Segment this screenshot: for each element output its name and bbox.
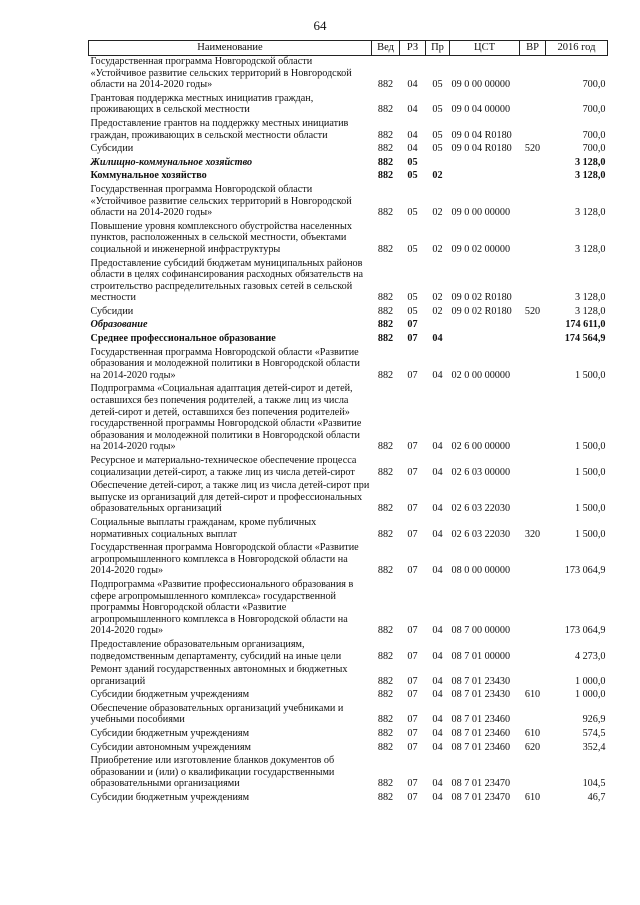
table-row [89,517,608,542]
cell-vr: 610 [524,728,541,740]
cell-ved: 882 [377,156,394,168]
cell-amount: 574,5 [582,728,606,740]
budget-table [88,40,608,806]
cell-ved: 882 [377,79,394,91]
cell-pr [426,319,450,333]
cell-rz: 07 [407,650,418,662]
table-row [89,755,608,792]
cell-rz: 07 [407,333,418,345]
table-header-row [89,41,608,56]
cell-cst: 02 6 03 00000 [451,466,511,478]
table-row [89,157,608,171]
cell-cst [450,319,520,333]
table-row [89,347,608,384]
table-row [89,689,608,703]
table-row [89,703,608,728]
cell-rz: 05 [407,170,418,182]
cell-vr [520,639,546,664]
cell-cst: 08 7 01 23430 [451,689,511,701]
cell-pr: 04 [432,625,443,637]
cell-ved: 882 [377,689,394,701]
cell-amount: 3 128,0 [574,207,606,219]
cell-pr: 05 [432,79,443,91]
cell-rz: 07 [407,441,418,453]
cell-cst: 09 0 00 00000 [451,79,511,91]
cell-vr [520,184,546,221]
table-row [89,143,608,157]
cell-rz: 05 [407,207,418,219]
cell-name: Обеспечение детей-сирот, а также лиц из числа детей-сирот при выпуске из организаций для детей-сирот и профессиональных образовательных организаций [90,480,370,515]
cell-vr [520,480,546,517]
cell-amount: 3 128,0 [574,156,606,168]
cell-ved: 882 [377,778,394,790]
cell-vr: 520 [524,143,541,155]
cell-name: Обеспечение образовательных организаций учебниками и учебными пособиями [90,702,344,726]
cell-ved: 882 [377,503,394,515]
cell-name: Субсидии [90,305,134,317]
cell-amount: 700,0 [582,129,606,141]
cell-vr [520,579,546,639]
cell-vr [520,703,546,728]
table-row [89,319,608,333]
cell-cst: 08 7 01 23470 [451,792,511,804]
cell-cst: 02 6 03 22030 [451,528,511,540]
header-pr: Пр [426,41,450,56]
cell-cst: 08 7 01 23460 [451,714,511,726]
table-row [89,639,608,664]
header-vr: ВР [520,41,546,56]
cell-name: Коммунальное хозяйство [90,170,207,182]
cell-amount: 3 128,0 [574,305,606,317]
table-row [89,56,608,93]
cell-vr [520,755,546,792]
cell-pr: 04 [432,689,443,701]
cell-name: Предоставление грантов на поддержку местных инициатив граждан, проживающих в сельской местности области [90,117,349,141]
cell-ved: 882 [377,650,394,662]
cell-pr: 04 [432,503,443,515]
cell-amount: 700,0 [582,143,606,155]
cell-rz: 07 [407,675,418,687]
cell-amount: 1 500,0 [574,369,606,381]
cell-ved: 882 [377,243,394,255]
cell-name: Социальные выплаты гражданам, кроме публичных нормативных социальных выплат [90,516,317,540]
cell-pr [426,157,450,171]
cell-pr: 02 [432,305,443,317]
table-row [89,221,608,258]
cell-rz: 07 [407,778,418,790]
cell-amount: 3 128,0 [574,170,606,182]
cell-name: Государственная программа Новгородской области «Развитие агропромышленного комплекса в Новгородской области на 2014-2020 годы» [90,542,359,577]
cell-ved: 882 [377,369,394,381]
cell-amount: 352,4 [582,741,606,753]
cell-name: Субсидии автономным учреждениям [90,741,251,753]
cell-vr: 610 [524,689,541,701]
cell-amount: 4 273,0 [574,650,606,662]
cell-vr [520,542,546,579]
cell-rz: 07 [407,528,418,540]
cell-amount: 3 128,0 [574,243,606,255]
cell-amount: 1 500,0 [574,441,606,453]
cell-amount: 1 500,0 [574,528,606,540]
cell-cst: 02 6 03 22030 [451,503,511,515]
cell-cst [450,157,520,171]
table-row [89,455,608,480]
cell-cst: 02 0 00 00000 [451,369,511,381]
cell-ved: 882 [377,792,394,804]
cell-cst [450,333,520,347]
cell-rz: 07 [407,714,418,726]
cell-name: Грантовая поддержка местных инициатив граждан, проживающих в сельской местности [90,92,314,116]
cell-ved: 882 [377,129,394,141]
cell-rz: 07 [407,503,418,515]
table-row [89,184,608,221]
cell-vr [520,333,546,347]
header-cst: ЦСТ [450,41,520,56]
cell-rz: 04 [407,129,418,141]
cell-pr: 02 [432,292,443,304]
cell-ved: 882 [377,741,394,753]
cell-name: Предоставление образовательным организациям, подведомственным департаменту, субсидий на иные цели [90,638,342,662]
cell-vr [520,347,546,384]
cell-cst: 09 0 02 R0180 [451,305,512,317]
cell-rz: 07 [407,728,418,740]
cell-pr: 04 [432,778,443,790]
cell-amount: 104,5 [582,778,606,790]
page-number: 64 [313,18,327,33]
cell-amount: 173 064,9 [564,625,606,637]
cell-pr: 02 [432,170,443,182]
cell-pr: 05 [432,104,443,116]
cell-pr: 05 [432,129,443,141]
cell-ved: 882 [377,625,394,637]
header-name: Наименование [89,41,372,56]
cell-vr [520,319,546,333]
cell-rz: 07 [407,369,418,381]
cell-name: Предоставление субсидий бюджетам муниципальных районов области в целях софинансирования расходных обязательств на строительство распределительных газовых сетей в сельской местности [90,257,364,304]
cell-rz: 04 [407,104,418,116]
cell-rz: 05 [407,305,418,317]
cell-amount: 1 500,0 [574,466,606,478]
table-row [89,170,608,184]
cell-pr: 04 [432,466,443,478]
cell-pr: 04 [432,728,443,740]
cell-pr: 04 [432,528,443,540]
cell-vr [520,383,546,455]
table-row [89,258,608,306]
table-row [89,383,608,455]
cell-name: Подпрограмма «Социальная адаптация детей-сирот и детей, оставшихся без попечения родителей, а также лиц из числа детей-сирот и детей, оставшихся без попечения родителей» государственной программы Новгородской области «Развитие образования и молодежной политики в Новгородской области на 2014-2020 годы» [90,383,362,453]
cell-amount: 1 000,0 [574,675,606,687]
cell-name: Подпрограмма «Развитие профессионального образования в сфере агропромышленного комплекса» государственной программы Новгородской области «Развитие агропромышленного комплекса в Новгородской области на 2014-2020 годы» [90,578,354,637]
cell-rz: 07 [407,792,418,804]
cell-name: Жилищно-коммунальное хозяйство [90,156,253,168]
table-row [89,333,608,347]
header-ved: Вед [372,41,400,56]
cell-rz: 07 [407,625,418,637]
table-row [89,742,608,756]
cell-ved: 882 [377,292,394,304]
cell-name: Государственная программа Новгородской области «Развитие образования и молодежной политики в Новгородской области на 2014-2020 годы» [90,346,360,381]
cell-rz: 05 [407,292,418,304]
cell-ved: 882 [377,441,394,453]
cell-cst: 08 7 01 23470 [451,778,511,790]
cell-cst [450,170,520,184]
cell-pr: 04 [432,441,443,453]
cell-amount: 700,0 [582,104,606,116]
cell-ved: 882 [377,565,394,577]
cell-rz: 04 [407,79,418,91]
cell-pr: 04 [432,369,443,381]
cell-ved: 882 [377,466,394,478]
cell-rz: 07 [407,466,418,478]
cell-name: Субсидии бюджетным учреждениям [90,728,250,740]
cell-vr: 620 [524,741,541,753]
cell-ved: 882 [377,170,394,182]
cell-ved: 882 [377,333,394,345]
cell-ved: 882 [377,319,394,331]
cell-amount: 1 500,0 [574,503,606,515]
cell-amount: 174 564,9 [564,333,606,345]
cell-name: Субсидии бюджетным учреждениям [90,792,250,804]
table-body [89,56,608,806]
cell-cst: 08 7 01 00000 [451,650,511,662]
cell-pr: 04 [432,675,443,687]
cell-name: Государственная программа Новгородской области «Устойчивое развитие сельских территорий в Новгородской области на 2014-2020 годы» [90,183,352,219]
cell-name: Ресурсное и материально-техническое обеспечение процесса социализации детей-сирот, а также лиц из числа детей-сирот [90,455,357,478]
cell-pr: 04 [432,741,443,753]
cell-vr [520,221,546,258]
cell-ved: 882 [377,104,394,116]
cell-cst: 09 0 02 00000 [451,243,511,255]
cell-ved: 882 [377,728,394,740]
cell-ved: 882 [377,305,394,317]
cell-vr: 520 [524,305,541,317]
cell-pr: 04 [432,714,443,726]
table-row [89,93,608,118]
table-row [89,664,608,689]
cell-rz: 05 [407,156,418,168]
cell-ved: 882 [377,207,394,219]
cell-rz: 07 [407,565,418,577]
header-rz: РЗ [400,41,426,56]
cell-ved: 882 [377,143,394,155]
cell-name: Субсидии бюджетным учреждениям [90,689,250,701]
cell-vr [520,664,546,689]
cell-amount: 46,7 [587,792,606,804]
table-row [89,306,608,320]
cell-cst: 08 7 00 00000 [451,625,511,637]
cell-pr: 04 [432,565,443,577]
cell-cst: 09 0 04 00000 [451,104,511,116]
cell-name: Приобретение или изготовление бланков документов об образовании и (или) о квалификации государственными образовательными организациями [90,755,335,790]
cell-amount: 173 064,9 [564,565,606,577]
cell-cst: 09 0 04 R0180 [451,143,512,155]
cell-rz: 05 [407,243,418,255]
cell-ved: 882 [377,528,394,540]
cell-vr [520,170,546,184]
table-row [89,728,608,742]
cell-cst: 02 6 00 00000 [451,441,511,453]
cell-vr [520,157,546,171]
cell-vr [520,455,546,480]
cell-vr: 610 [524,792,541,804]
cell-name: Государственная программа Новгородской области «Устойчивое развитие сельских территорий в Новгородской области на 2014-2020 годы» [90,56,352,91]
table-row [89,118,608,143]
cell-rz: 07 [407,319,418,331]
cell-amount: 174 611,0 [565,319,606,331]
cell-rz: 04 [407,143,418,155]
cell-name: Образование [90,319,148,331]
cell-cst: 08 0 00 00000 [451,565,511,577]
cell-cst: 08 7 01 23430 [451,675,511,687]
cell-amount: 926,9 [582,714,606,726]
cell-name: Ремонт зданий государственных автономных и бюджетных организаций [90,664,348,687]
cell-cst: 09 0 00 00000 [451,207,511,219]
cell-rz: 07 [407,741,418,753]
cell-ved: 882 [377,675,394,687]
cell-amount: 3 128,0 [574,292,606,304]
cell-cst: 08 7 01 23460 [451,741,511,753]
table-row [89,542,608,579]
cell-name: Повышение уровня комплексного обустройства населенных пунктов, расположенных в сельской местности, объектами социальной и инженерной инфраструктуры [90,220,352,255]
header-year: 2016 год [546,41,608,56]
cell-amount: 1 000,0 [574,689,606,701]
cell-vr [520,118,546,143]
cell-ved: 882 [377,714,394,726]
cell-name: Среднее профессиональное образование [90,333,276,345]
cell-vr: 320 [524,528,541,540]
cell-pr: 02 [432,243,443,255]
cell-pr: 05 [432,143,443,155]
cell-pr: 04 [432,333,443,345]
cell-cst: 09 0 02 R0180 [451,292,512,304]
cell-amount: 700,0 [582,79,606,91]
cell-name: Субсидии [90,143,134,155]
cell-pr: 02 [432,207,443,219]
cell-cst: 09 0 04 R0180 [451,129,512,141]
cell-vr [520,56,546,93]
table-row [89,579,608,639]
cell-cst: 08 7 01 23460 [451,728,511,740]
table-row [89,480,608,517]
cell-vr [520,93,546,118]
table-row [89,792,608,806]
cell-rz: 07 [407,689,418,701]
cell-pr: 04 [432,792,443,804]
cell-pr: 04 [432,650,443,662]
cell-vr [520,258,546,306]
